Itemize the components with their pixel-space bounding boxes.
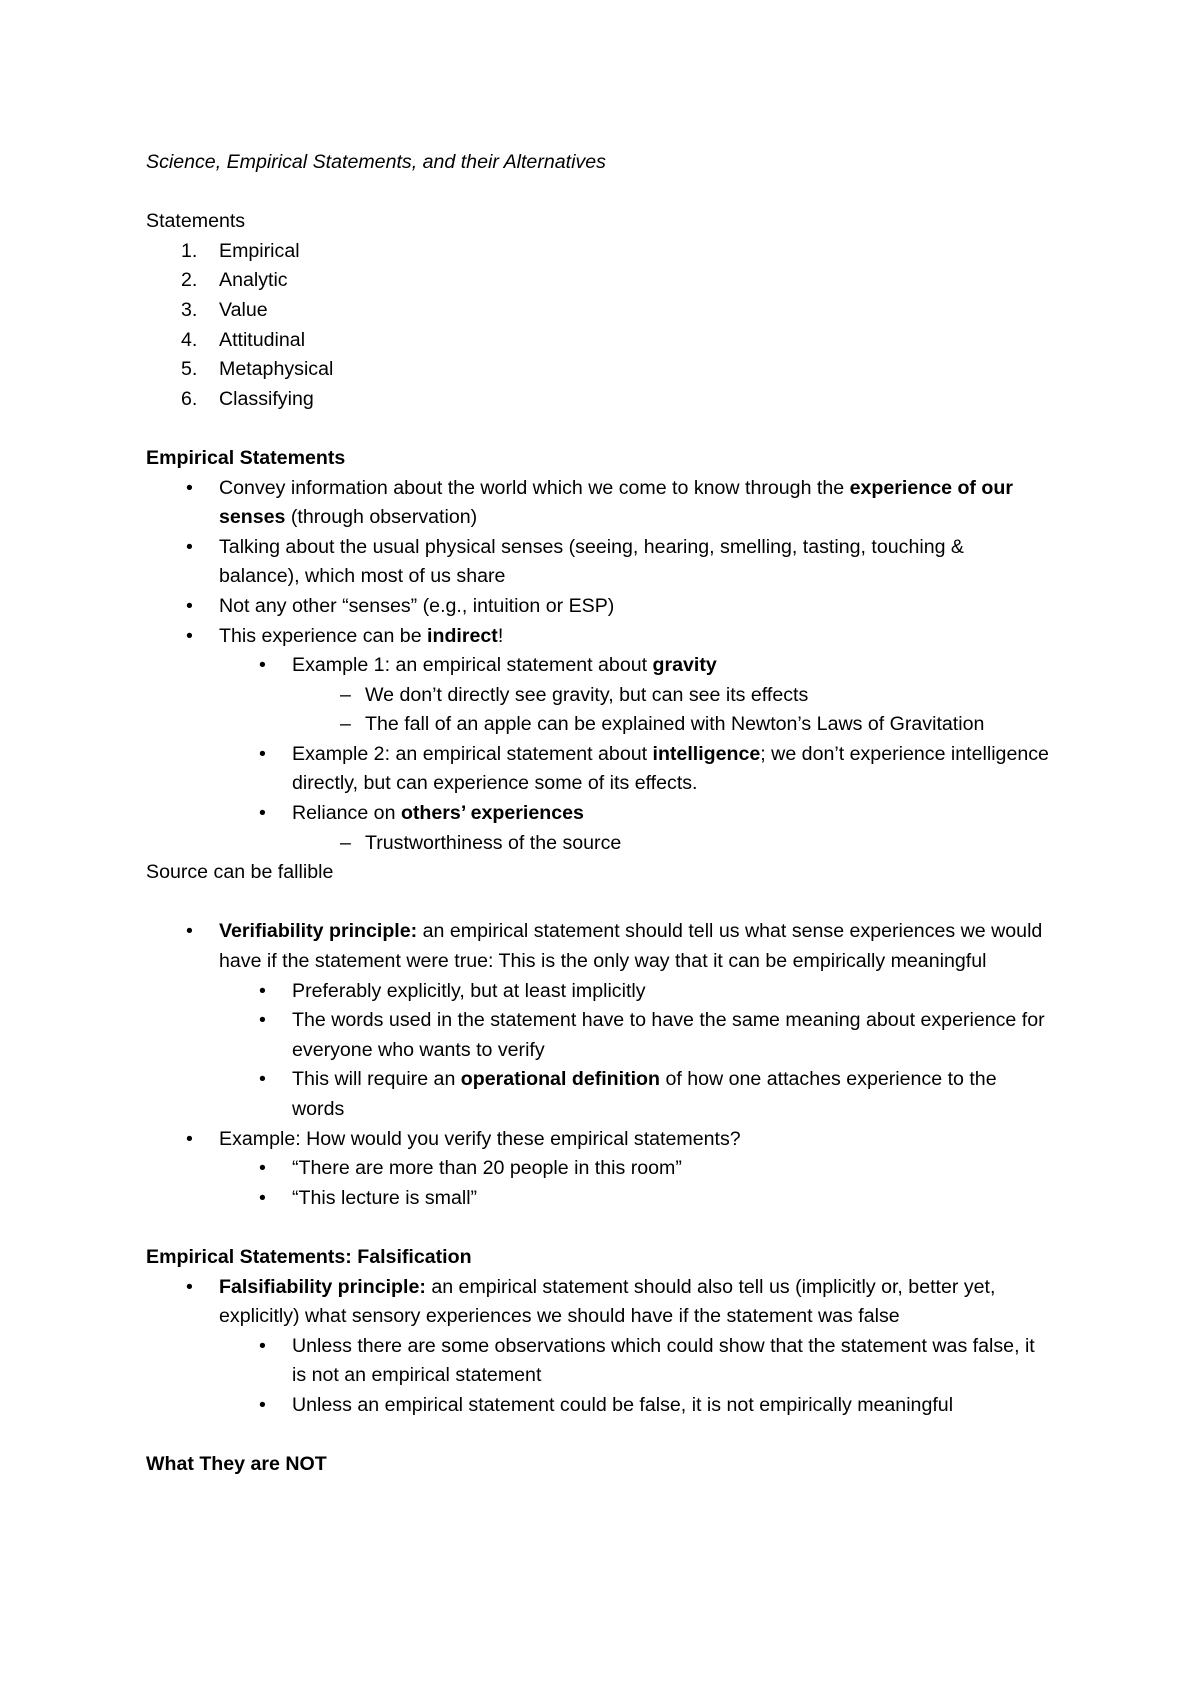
list-item: • This experience can be indirect! [186,624,504,647]
list-item: • Unless there are some observations which could show that the statement was false, it is not an empirical statement [259,1334,1035,1387]
list-item: • “There are more than 20 people in this room” [259,1157,682,1180]
list-item: • “This lecture is small” [259,1186,478,1209]
document-title: Science, Empirical Statements, and their Alternatives [146,151,606,173]
list-item: • Example 1: an empirical statement about gravity [259,654,717,677]
what-they-are-not-heading: What They are NOT [146,1453,327,1476]
list-item: • Talking about the usual physical senses (seeing, hearing, smelling, tasting, touching & balance), which most of us share [186,535,965,588]
verifiability-list [146,917,1050,1213]
list-item: • Reliance on others’ experiences [259,802,584,825]
list-item: 6. Classifying [181,387,314,410]
statements-list [146,237,1050,415]
list-item: • Example 2: an empirical statement about intelligence; we don’t experience intelligence directly, but can experience some of its effects. [259,742,1049,795]
list-item: – Trustworthiness of the source [340,831,622,854]
list-item: 1. Empirical [181,239,300,262]
list-item: • Example: How would you verify these empirical statements? [186,1127,741,1150]
list-item: • The words used in the statement have to have the same meaning about experience for everyone who wants to verify [259,1009,1045,1061]
list-item: 5. Metaphysical [181,358,334,381]
falsification-heading: Empirical Statements: Falsification [146,1245,472,1268]
list-item: • Unless an empirical statement could be false, it is not empirically meaningful [259,1393,954,1416]
list-item: • Convey information about the world which we come to know through the experience of our senses (through observation) [186,476,1013,529]
list-item: – The fall of an apple can be explained with Newton’s Laws of Gravitation [340,713,985,736]
empirical-heading: Empirical Statements [146,446,346,469]
source-fallible-text: Source can be fallible [146,861,334,884]
list-item: • Not any other “senses” (e.g., intuition or ESP) [186,594,615,617]
empirical-list [146,474,1050,859]
list-item: • Falsifiability principle: an empirical statement should also tell us (implicitly or, better yet, explicitly) what sensory experiences we should have if the statement was false [186,1275,996,1328]
list-item: • Verifiability principle: an empirical statement should tell us what sense experiences we would have if the statement were true: This is the only way that it can be empirically meaningful [186,920,1043,973]
list-item: – We don’t directly see gravity, but can see its effects [340,683,809,706]
list-item: • Preferably explicitly, but at least implicitly [259,979,646,1002]
list-item: • This will require an operational definition of how one attaches experience to the words [259,1068,997,1120]
statements-heading: Statements [146,210,246,233]
list-item: 4. Attitudinal [181,328,306,351]
list-item: 3. Value [181,298,268,321]
list-item: 2. Analytic [181,269,288,292]
falsification-list [146,1273,1050,1421]
